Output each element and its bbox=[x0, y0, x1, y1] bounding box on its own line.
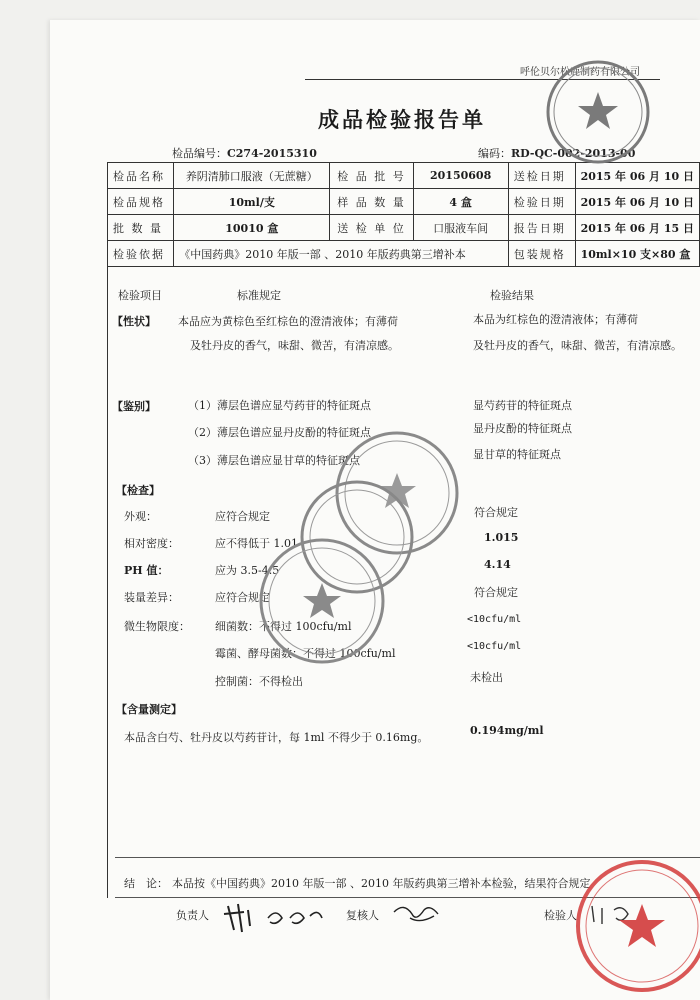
character-standard-2: 及牡丹皮的香气，味甜、微苦，有清凉感。 bbox=[190, 339, 399, 352]
character-heading: 【性状】 bbox=[112, 315, 156, 328]
density-label: 相对密度： bbox=[124, 537, 179, 550]
table-row bbox=[108, 215, 700, 241]
table-row bbox=[108, 189, 700, 215]
control-standard: 控制菌：不得检出 bbox=[215, 675, 303, 688]
column-item: 检验项目 bbox=[118, 289, 162, 302]
character-result-1: 本品为红棕色的澄清液体；有薄荷 bbox=[473, 313, 638, 326]
company-seal-red bbox=[572, 856, 700, 996]
appearance-standard: 应符合规定 bbox=[215, 510, 270, 523]
ph-label: PH 值： bbox=[124, 564, 169, 577]
reviewer-label: 复核人 bbox=[346, 909, 379, 922]
identification-standard-1: （1）薄层色谱应显芍药苷的特征斑点 bbox=[188, 399, 371, 412]
identification-standard-2: （2）薄层色谱应显丹皮酚的特征斑点 bbox=[188, 426, 371, 439]
bacteria-result: <10cfu/ml bbox=[467, 614, 522, 625]
batch-value: 20150608 bbox=[413, 163, 508, 189]
reviewer-signature bbox=[390, 898, 450, 928]
report-number-value: C274-2015310 bbox=[227, 147, 317, 160]
qty-label: 样 品 数 量 bbox=[330, 189, 413, 215]
bacteria-standard: 细菌数：不得过 100cfu/ml bbox=[215, 620, 352, 633]
identification-result-1: 显芍药苷的特征斑点 bbox=[473, 399, 572, 412]
inspector-label: 检验人 bbox=[544, 909, 577, 922]
assay-standard: 本品含白芍、牡丹皮以芍药苷计，每 1ml 不得少于 0.16mg。 bbox=[124, 731, 429, 744]
report-number-label: 检品编号： bbox=[172, 147, 227, 160]
report-title: 成品检验报告单 bbox=[318, 108, 486, 132]
control-result: 未检出 bbox=[470, 671, 503, 684]
density-standard: 应不得低于 1.01 bbox=[215, 537, 298, 550]
conclusion-label: 结 论： bbox=[124, 877, 168, 890]
conclusion-text: 本品按《中国药典》2010 年版一部 、2010 年版药典第三增补本检验，结果符合规定 bbox=[172, 877, 591, 890]
inspection-seal-3 bbox=[256, 535, 388, 667]
character-result-2: 及牡丹皮的香气，味甜、微苦，有清凉感。 bbox=[473, 339, 682, 352]
identification-result-2: 显丹皮酚的特征斑点 bbox=[473, 422, 572, 435]
density-result: 1.015 bbox=[484, 531, 519, 544]
column-result: 检验结果 bbox=[490, 289, 534, 302]
test-date-value: 2015 年 06 月 10 日 bbox=[575, 189, 699, 215]
pack-label: 包装规格 bbox=[508, 241, 575, 267]
table-row bbox=[108, 163, 700, 189]
pack-value: 10ml×10 支×80 盒 bbox=[575, 241, 699, 267]
report-date-label: 报告日期 bbox=[508, 215, 575, 241]
column-standard: 标准规定 bbox=[237, 289, 281, 302]
send-date-value: 2015 年 06 月 10 日 bbox=[575, 163, 699, 189]
name-value: 养阴清肺口服液（无蔗糖） bbox=[174, 163, 330, 189]
identification-heading: 【鉴别】 bbox=[112, 400, 156, 413]
mold-standard: 霉菌、酵母菌数：不得过 100cfu/ml bbox=[215, 647, 396, 660]
load-standard: 应符合规定 bbox=[215, 591, 270, 604]
ph-result: 4.14 bbox=[484, 558, 511, 571]
spec-value: 10ml/支 bbox=[174, 189, 330, 215]
responsible-label: 负责人 bbox=[176, 909, 209, 922]
lot-qty-value: 10010 盒 bbox=[174, 215, 330, 241]
assay-result: 0.194mg/ml bbox=[470, 724, 544, 737]
table-row bbox=[108, 241, 700, 267]
dept-value: 口服液车间 bbox=[413, 215, 508, 241]
identification-result-3: 显甘草的特征斑点 bbox=[473, 448, 561, 461]
appearance-label: 外观： bbox=[124, 510, 157, 523]
send-date-label: 送检日期 bbox=[508, 163, 575, 189]
test-date-label: 检验日期 bbox=[508, 189, 575, 215]
inspection-heading: 【检查】 bbox=[116, 484, 160, 497]
company-name: 呼伦贝尔松鹿制药有限公司 bbox=[520, 67, 640, 78]
document-code-value: RD-QC-002-2013-00 bbox=[511, 147, 636, 160]
character-standard-1: 本品应为黄棕色至红棕色的澄清液体；有薄荷 bbox=[178, 315, 398, 328]
dept-label: 送 检 单 位 bbox=[330, 215, 413, 241]
qty-value: 4 盒 bbox=[413, 189, 508, 215]
left-border bbox=[107, 264, 108, 898]
batch-label: 检 品 批 号 bbox=[330, 163, 413, 189]
basis-value: 《中国药典》2010 年版一部 、2010 年版药典第三增补本 bbox=[174, 241, 509, 267]
name-label: 检品名称 bbox=[108, 163, 174, 189]
document-code-label: 编码： bbox=[478, 147, 511, 160]
info-table bbox=[107, 162, 700, 267]
ph-standard: 应为 3.5-4.5 bbox=[215, 564, 280, 577]
micro-label: 微生物限度： bbox=[124, 620, 190, 633]
lot-qty-label: 批 数 量 bbox=[108, 215, 174, 241]
report-date-value: 2015 年 06 月 15 日 bbox=[575, 215, 699, 241]
responsible-signature bbox=[220, 896, 340, 936]
company-seal-top bbox=[544, 58, 652, 166]
assay-heading: 【含量测定】 bbox=[116, 703, 182, 716]
load-result: 符合规定 bbox=[474, 586, 518, 599]
report-number bbox=[172, 145, 317, 161]
load-label: 装量差异： bbox=[124, 591, 179, 604]
basis-label: 检验依据 bbox=[108, 241, 174, 267]
mold-result: <10cfu/ml bbox=[467, 641, 522, 652]
appearance-result: 符合规定 bbox=[474, 506, 518, 519]
spec-label: 检品规格 bbox=[108, 189, 174, 215]
identification-standard-3: （3）薄层色谱应显甘草的特征斑点 bbox=[188, 454, 360, 467]
